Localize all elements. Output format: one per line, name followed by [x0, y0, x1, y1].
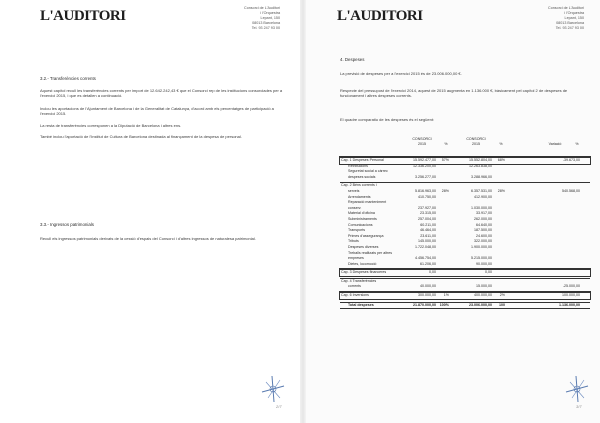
- table-row: [340, 182, 590, 189]
- header-year-2: 2015: [472, 142, 480, 146]
- cell-label: corrents: [348, 284, 361, 289]
- logo-right: L'AUDITORI: [337, 8, 423, 24]
- cell-v2: 90.000,00: [476, 261, 492, 266]
- cell-v2: 1.030.000,00: [471, 205, 492, 210]
- table-row: [340, 269, 590, 276]
- cell-label: Treballs realitzats per altres: [348, 250, 393, 255]
- budget-comparison-table: [340, 137, 590, 309]
- cell-label: Material d'oficina: [348, 211, 375, 216]
- cell-v1: 300.000,00: [418, 293, 436, 298]
- cell-v2: 5.215.000,00: [471, 256, 492, 261]
- cell-v1: 60.211,00: [420, 222, 436, 227]
- cell-v2: 400.000,00: [474, 293, 492, 298]
- cell-v2: 33.917,00: [476, 211, 492, 216]
- section-title-transfers: 3.2.- Transferències corrents: [40, 76, 96, 81]
- cell-label: Seguretat social a càrrec: [348, 169, 388, 174]
- paragraph-5: Recull els ingressos patrimonials derivats de la cessió d'espais del Consorci i d'altres ingressos de naturalesa patrimonial.: [40, 236, 256, 241]
- cell-label: Primes d'assegurança: [348, 233, 384, 238]
- cell-label: conserv.: [348, 205, 362, 210]
- cell-p2: 68%: [497, 158, 505, 162]
- cell-v2: 23.006.000,00: [469, 302, 492, 307]
- address-line: Lepant, 150: [564, 16, 584, 20]
- address-line: Tel. 93 247 93 00: [251, 26, 280, 30]
- cell-v2: 64.640,00: [476, 222, 492, 227]
- cell-v1: 40.000,00: [420, 284, 436, 289]
- table-row: [340, 292, 590, 299]
- table-row: [340, 302, 590, 310]
- cell-v1: 23.611,00: [420, 233, 436, 238]
- cell-v3: 1.136.000,00: [559, 302, 580, 307]
- cell-v2: 1.900.000,00: [471, 244, 492, 249]
- cell-p1: 1%: [443, 293, 449, 298]
- cell-p1: 100%: [439, 302, 449, 307]
- cell-label: Despeses diverses: [348, 244, 379, 249]
- header-pct-3: %: [575, 142, 579, 146]
- cell-v1: 410.750,00: [418, 194, 436, 199]
- cell-v1: 23.315,00: [420, 211, 436, 216]
- cell-v1: 12.336.200,00: [413, 163, 436, 168]
- cell-v2: 15.552.804,00: [469, 158, 492, 162]
- cell-label: Cap. 4 Transferències: [341, 278, 377, 283]
- header-pct-1: %: [444, 142, 448, 146]
- address-line: 08013 Barcelona: [556, 21, 584, 25]
- section-title-expenses: 4. Despeses: [340, 57, 365, 62]
- cell-label: Comunicacions: [348, 222, 373, 227]
- cell-v1: 145.000,00: [418, 239, 436, 244]
- cell-v3: -25.000,00: [562, 284, 580, 289]
- cell-v1: 237.927,00: [418, 205, 436, 210]
- cell-v1: 3.256.277,00: [415, 174, 436, 179]
- cell-v1: 1.722.048,00: [415, 244, 436, 249]
- cell-v2: 15.000,00: [476, 284, 492, 289]
- seal-stamp-right-icon: [562, 372, 592, 406]
- address-line: 08013 Barcelona: [252, 21, 280, 25]
- paragraph-4: També inclou l'aportació de l'Institut de Cultura de Barcelona destinada al finançament de la despesa de personal.: [40, 134, 242, 139]
- cell-label: Retribucions: [348, 163, 368, 168]
- cell-label: Arrendaments: [348, 194, 371, 199]
- cell-label: Cap. 2 Béns corrents i: [341, 183, 377, 188]
- cell-v2: 0,00: [485, 270, 492, 275]
- cell-p2: 100: [499, 302, 505, 307]
- cell-label: Dietes, locomoció: [348, 261, 377, 266]
- cell-v1: 46.464,00: [420, 228, 436, 233]
- header-pct-2: %: [499, 142, 503, 146]
- table-row: [340, 284, 590, 290]
- cell-label: Transports: [348, 228, 366, 233]
- header-variation: Variació: [548, 142, 562, 146]
- cell-v3: 100.000,00: [562, 293, 580, 298]
- address-block-left: [238, 6, 280, 31]
- expenses-paragraph-1: La previsió de despeses per a l'exercici 2015 és de 23.006.000,00 €.: [340, 71, 462, 76]
- cell-label: Tributs: [348, 239, 359, 244]
- cell-v2: 322.000,00: [474, 239, 492, 244]
- address-line: Lepant, 150: [260, 16, 280, 20]
- table-row: [340, 157, 590, 164]
- header-consorci-1: CONSORCI: [412, 137, 432, 141]
- header-year-1: 2015: [418, 142, 426, 146]
- cell-v2: 12.263.838,00: [469, 163, 492, 168]
- seal-stamp-left-icon: [258, 372, 288, 406]
- cell-v2: 262.000,00: [474, 216, 492, 221]
- cell-v1: 21.870.000,00: [413, 302, 436, 307]
- page-number-left: 2/7: [276, 404, 282, 409]
- address-line: Consorci de L'Auditori: [244, 6, 280, 10]
- cell-p1: 57%: [441, 158, 449, 162]
- cell-v1: 4.456.754,00: [415, 256, 436, 261]
- cell-label: Reparació manteniment: [348, 200, 387, 205]
- table-header: [340, 137, 590, 155]
- cell-v1: 15.592.477,00: [413, 158, 436, 162]
- address-line: Tel. 93 247 93 00: [555, 26, 584, 30]
- cell-label: Cap. 1 Despeses Personal: [341, 158, 384, 162]
- paragraph-2: Inclou les aportacions de l'Ajuntament de Barcelona i de la Generalitat de Catalunya, d'acord amb els percentatges de participació a l'exercici 2015.: [40, 106, 274, 117]
- table-row: [340, 278, 590, 285]
- cell-v2: 412.900,00: [474, 194, 492, 199]
- cell-p2: 28%: [497, 188, 505, 193]
- cell-label: empreses: [348, 256, 364, 261]
- cell-label: despeses socials: [348, 174, 376, 179]
- cell-label: Total despeses: [348, 302, 374, 307]
- address-block-right: [540, 6, 584, 31]
- cell-label: Cap. 6 Inversions: [341, 293, 369, 298]
- logo-left: L'AUDITORI: [40, 8, 126, 24]
- cell-v1: 61.206,00: [420, 261, 436, 266]
- expenses-paragraph-2: Respecte del pressupost de l'exercici 2014, aquest de 2015 augmenta en 1.136.000 €, bàsicament pel capítol 2 de despeses de funcionament i altres despeses corrents.: [340, 88, 568, 99]
- cell-v2: 24.600,00: [476, 233, 492, 238]
- cell-v2: 3.288.966,00: [471, 174, 492, 179]
- cell-label: Cap. 3 Despeses financeres: [341, 270, 387, 275]
- table-row: [340, 262, 590, 268]
- cell-v2: 187.500,00: [474, 228, 492, 233]
- cell-p2: 2%: [499, 293, 505, 298]
- cell-v1: 257.004,00: [418, 216, 436, 221]
- cell-v3: 540.568,00: [562, 188, 580, 193]
- paragraph-3: La resta de transferències corresponen a la Diputació de Barcelona i altres ens.: [40, 123, 182, 128]
- table-row: [340, 175, 590, 181]
- cell-v3: -39.673,00: [562, 158, 580, 162]
- cell-v2: 6.357.531,00: [471, 188, 492, 193]
- page-number-right: 3/7: [576, 404, 582, 409]
- address-line: i l'Orquestra: [564, 11, 584, 15]
- table-body: [340, 157, 590, 309]
- address-line: i l'Orquestra: [260, 11, 280, 15]
- expenses-paragraph-3: El quadre comparatiu de les despeses és el següent:: [340, 117, 435, 122]
- header-consorci-2: CONSORCI: [466, 137, 486, 141]
- cell-p1: 28%: [441, 188, 449, 193]
- paragraph-1: Aquest capítol recull les transferències corrents per import de 12.642.242,43 € que el Consorci rep de les institucions consorciades per a l'exercici 2015, i que es detallen a continuació.: [40, 88, 283, 99]
- cell-v1: 0,00: [429, 270, 436, 275]
- cell-label: Subministraments: [348, 216, 377, 221]
- cell-v1: 5.816.963,00: [415, 188, 436, 193]
- section-title-patrimonial: 3.3.- Ingressos patrimonials: [40, 222, 94, 227]
- cell-label: serveis: [348, 188, 360, 193]
- address-line: Consorci de L'Auditori: [548, 6, 584, 10]
